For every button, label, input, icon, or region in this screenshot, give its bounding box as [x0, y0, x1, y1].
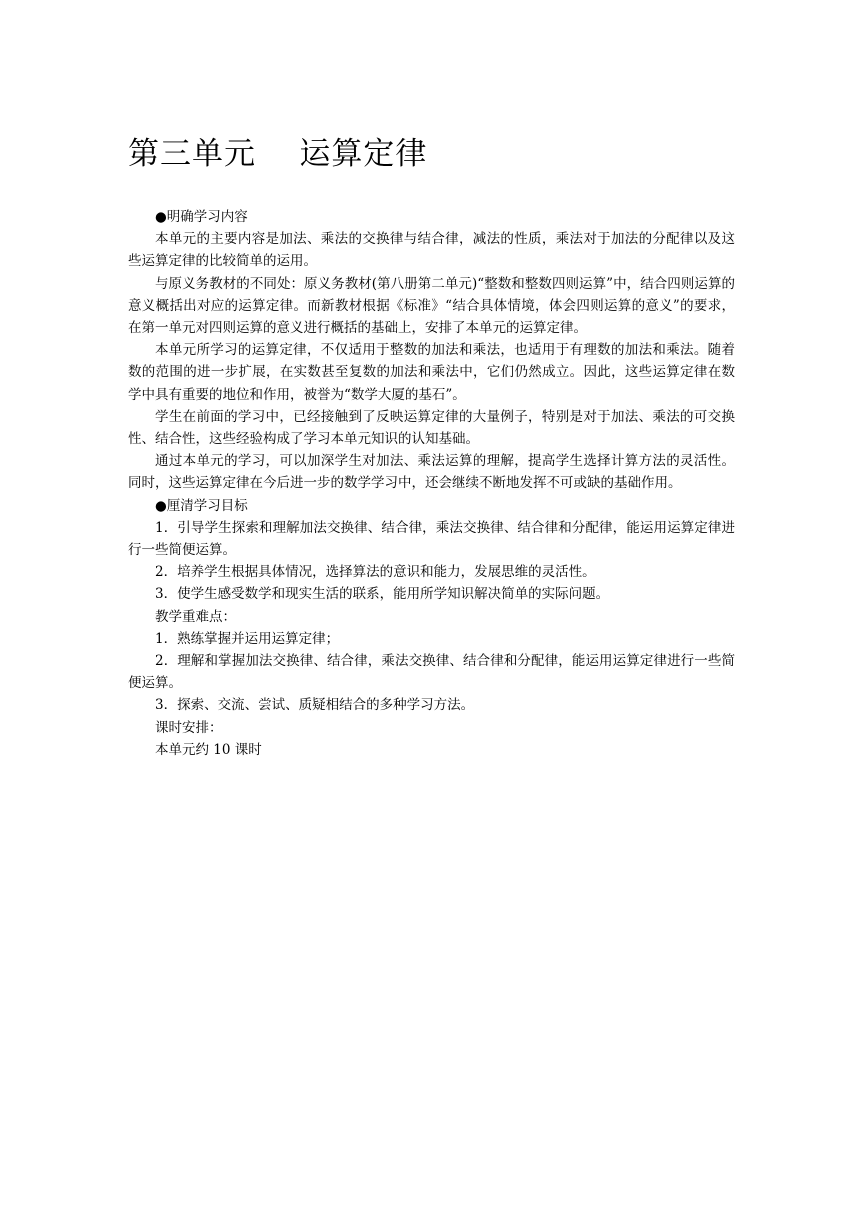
goal-item-2: 2．培养学生根据具体情况，选择算法的意识和能力，发展思维的灵活性。 [155, 564, 596, 581]
key-point-item-1: 1．熟练掌握并运用运算定律； [155, 630, 340, 647]
schedule-heading: 课时安排： [155, 719, 223, 736]
key-point-item-2: 2．理解和掌握加法交换律、结合律，乘法交换律、结合律和分配律，能运用运算定律进行一些简便运算。 [128, 653, 735, 692]
section-heading-learning-goals: ●厘清学习目标 [155, 497, 248, 514]
goal-item-1: 1．引导学生探索和理解加法交换律、结合律，乘法交换律、结合律和分配律，能运用运算定律进行一些简便运算。 [128, 519, 735, 559]
goal-item-3: 3．使学生感受数学和现实生活的联系，能用所学知识解决简单的实际问题。 [155, 586, 610, 603]
key-points-heading: 教学重难点： [155, 608, 236, 625]
paragraph-unit-content: 本单元的主要内容是加法、乘法的交换律与结合律，减法的性质，乘法对于加法的分配律以及这些运算定律的比较简单的运用。 [128, 231, 735, 270]
paragraph-prior-knowledge: 学生在前面的学习中，已经接触到了反映运算定律的大量例子，特别是对于加法、乘法的可交换性、结合性，这些经验构成了学习本单元知识的认知基础。 [128, 408, 735, 448]
schedule-text: 本单元约 10 课时 [155, 741, 262, 758]
unit-title: 第三单元 运算定律 [128, 136, 428, 172]
section-heading-learning-content: ●明确学习内容 [155, 209, 248, 225]
document-body [128, 206, 735, 761]
paragraph-learning-value: 通过本单元的学习，可以加深学生对加法、乘法运算的理解，提高学生选择计算方法的灵活性。同时，这些运算定律在今后进一步的数学学习中，还会继续不断地发挥不可或缺的基础作用。 [128, 453, 735, 492]
key-point-item-3: 3．探索、交流、尝试、质疑相结合的多种学习方法。 [155, 697, 475, 714]
paragraph-applicability: 本单元所学习的运算定律，不仅适用于整数的加法和乘法，也适用于有理数的加法和乘法。随着数的范围的进一步扩展，在实数甚至复数的加法和乘法中，它们仍然成立。因此，这些运算定律在数学中具有重要的地位和作用，被誉为“数学大厦的基石”。 [128, 342, 735, 403]
paragraph-differences: 与原义务教材的不同处：原义务教材(第八册第二单元)“整数和整数四则运算”中，结合四则运算的意义概括出对应的运算定律。而新教材根据《标准》“结合具体情境，体会四则运算的意义”的要求，在第一单元对四则运算的意义进行概括的基础上，安排了本单元的运算定律。 [128, 275, 735, 337]
